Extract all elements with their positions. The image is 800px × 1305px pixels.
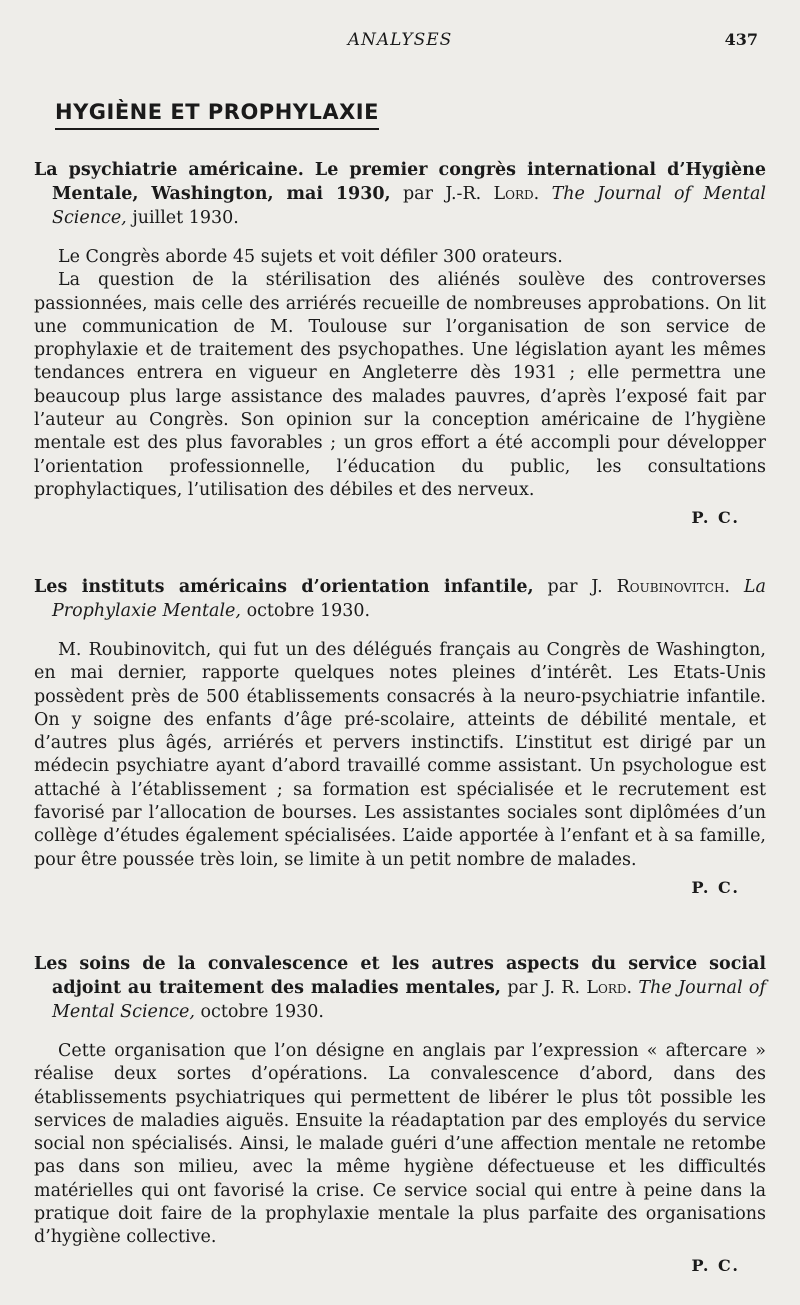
title-by: par J. R. bbox=[507, 978, 581, 998]
article-title bbox=[34, 952, 766, 1024]
running-title: ANALYSES bbox=[347, 30, 453, 50]
author-initials: P. C. bbox=[691, 877, 740, 897]
title-text: La psychiatrie américaine. Le premier congrès international d’Hygiène Mentale, Washington, mai 1930, bbox=[34, 160, 766, 204]
author-name: Lord. bbox=[493, 184, 540, 204]
paragraph: La question de la stérilisation des aliénés soulève des controverses passionnées, mais celle des arriérés recueille de nombreuses approbations. On lit une communication de M. Toulouse sur l’organisation de son service de prophylaxie et de traitement des psychopathes. Une législation ayant les mêmes tendances entrera en vigueur en Angleterre dès 1931 ; elle permettra une beaucoup plus large assistance des malades pauvres, d’après l’exposé fait par l’auteur au Congrès. Son opinion sur la conception américaine de l’hygiène mentale est des plus favorables ; un gros effort a été accompli pour développer l’orientation professionnelle, l’éducation du public, les consultations prophylactiques, l’utilisation des débiles et des nerveux. bbox=[34, 270, 766, 500]
title-by: par J. bbox=[547, 577, 603, 597]
author-initials: P. C. bbox=[691, 508, 740, 528]
author-name: Roubinovitch. bbox=[616, 577, 730, 597]
paragraph: Cette organisation que l’on désigne en anglais par l’expression « aftercare » réalise deux sortes d’opérations. La convalescence d’abord, dans des établissements psychiatriques qui permettent de libérer le plus tôt possible les services de maladies aiguës. Ensuite la réadaptation par des employés du service social non spécialisés. Ainsi, le malade guéri d’une affection mentale ne retombe pas dans son milieu, avec la même hygiène défectueuse et les difficultés matérielles qui ont favorisé la crise. Ce service social qui entre à peine dans la pratique doit faire de la prophylaxie mentale la plus parfaite des organisations d’hygiène collective. bbox=[34, 1041, 766, 1248]
article-title bbox=[34, 575, 766, 623]
author-name: Lord. bbox=[586, 978, 633, 998]
journal-name: The Journal of Mental Science, bbox=[52, 184, 766, 228]
publication-date: juillet 1930. bbox=[132, 208, 239, 228]
article-title bbox=[34, 158, 766, 230]
article-body bbox=[34, 1040, 766, 1250]
article-1 bbox=[34, 158, 766, 527]
author-initials: P. C. bbox=[691, 1255, 740, 1275]
publication-date: octobre 1930. bbox=[246, 601, 371, 621]
title-text: Les soins de la convalescence et les autres aspects du service social adjoint au traitement des maladies mentales, bbox=[34, 954, 766, 998]
running-head bbox=[0, 30, 800, 54]
journal-name: La Prophylaxie Mentale, bbox=[52, 577, 766, 621]
journal-name: The Journal of Mental Science, bbox=[52, 978, 766, 1022]
title-text: Les instituts américains d’orientation infantile, bbox=[34, 577, 534, 597]
article-body bbox=[34, 639, 766, 872]
paragraph: M. Roubinovitch, qui fut un des délégués français au Congrès de Washington, en mai dernier, rapporte quelques notes pleines d’intérêt. Les Etats-Unis possèdent près de 500 établissements consacrés à la neuro-psychiatrie infantile. On y soigne des enfants d’âge pré-scolaire, atteints de débilité mentale, et d’autres plus âgés, arriérés et pervers instinctifs. L’institut est dirigé par un médecin psychiatre ayant d’abord travaillé comme assistant. Un psychologue est attaché à l’établissement ; sa formation est spécialisée et le recrutement est favorisé par l’allocation de bourses. Les assistantes sociales sont diplômées d’un collège d’études également spécialisées. L’aide apportée à l’enfant et à sa famille, pour être poussée très loin, se limite à un petit nombre de malades. bbox=[34, 640, 766, 870]
article-2 bbox=[34, 575, 766, 897]
paragraph: Le Congrès aborde 45 sujets et voit défiler 300 orateurs. bbox=[58, 247, 563, 267]
section-title: HYGIÈNE ET PROPHYLAXIE bbox=[55, 100, 379, 130]
page-number: 437 bbox=[724, 30, 758, 49]
article-body bbox=[34, 246, 766, 502]
article-3 bbox=[34, 952, 766, 1275]
title-by: par J.-R. bbox=[402, 184, 482, 204]
publication-date: octobre 1930. bbox=[200, 1002, 324, 1022]
